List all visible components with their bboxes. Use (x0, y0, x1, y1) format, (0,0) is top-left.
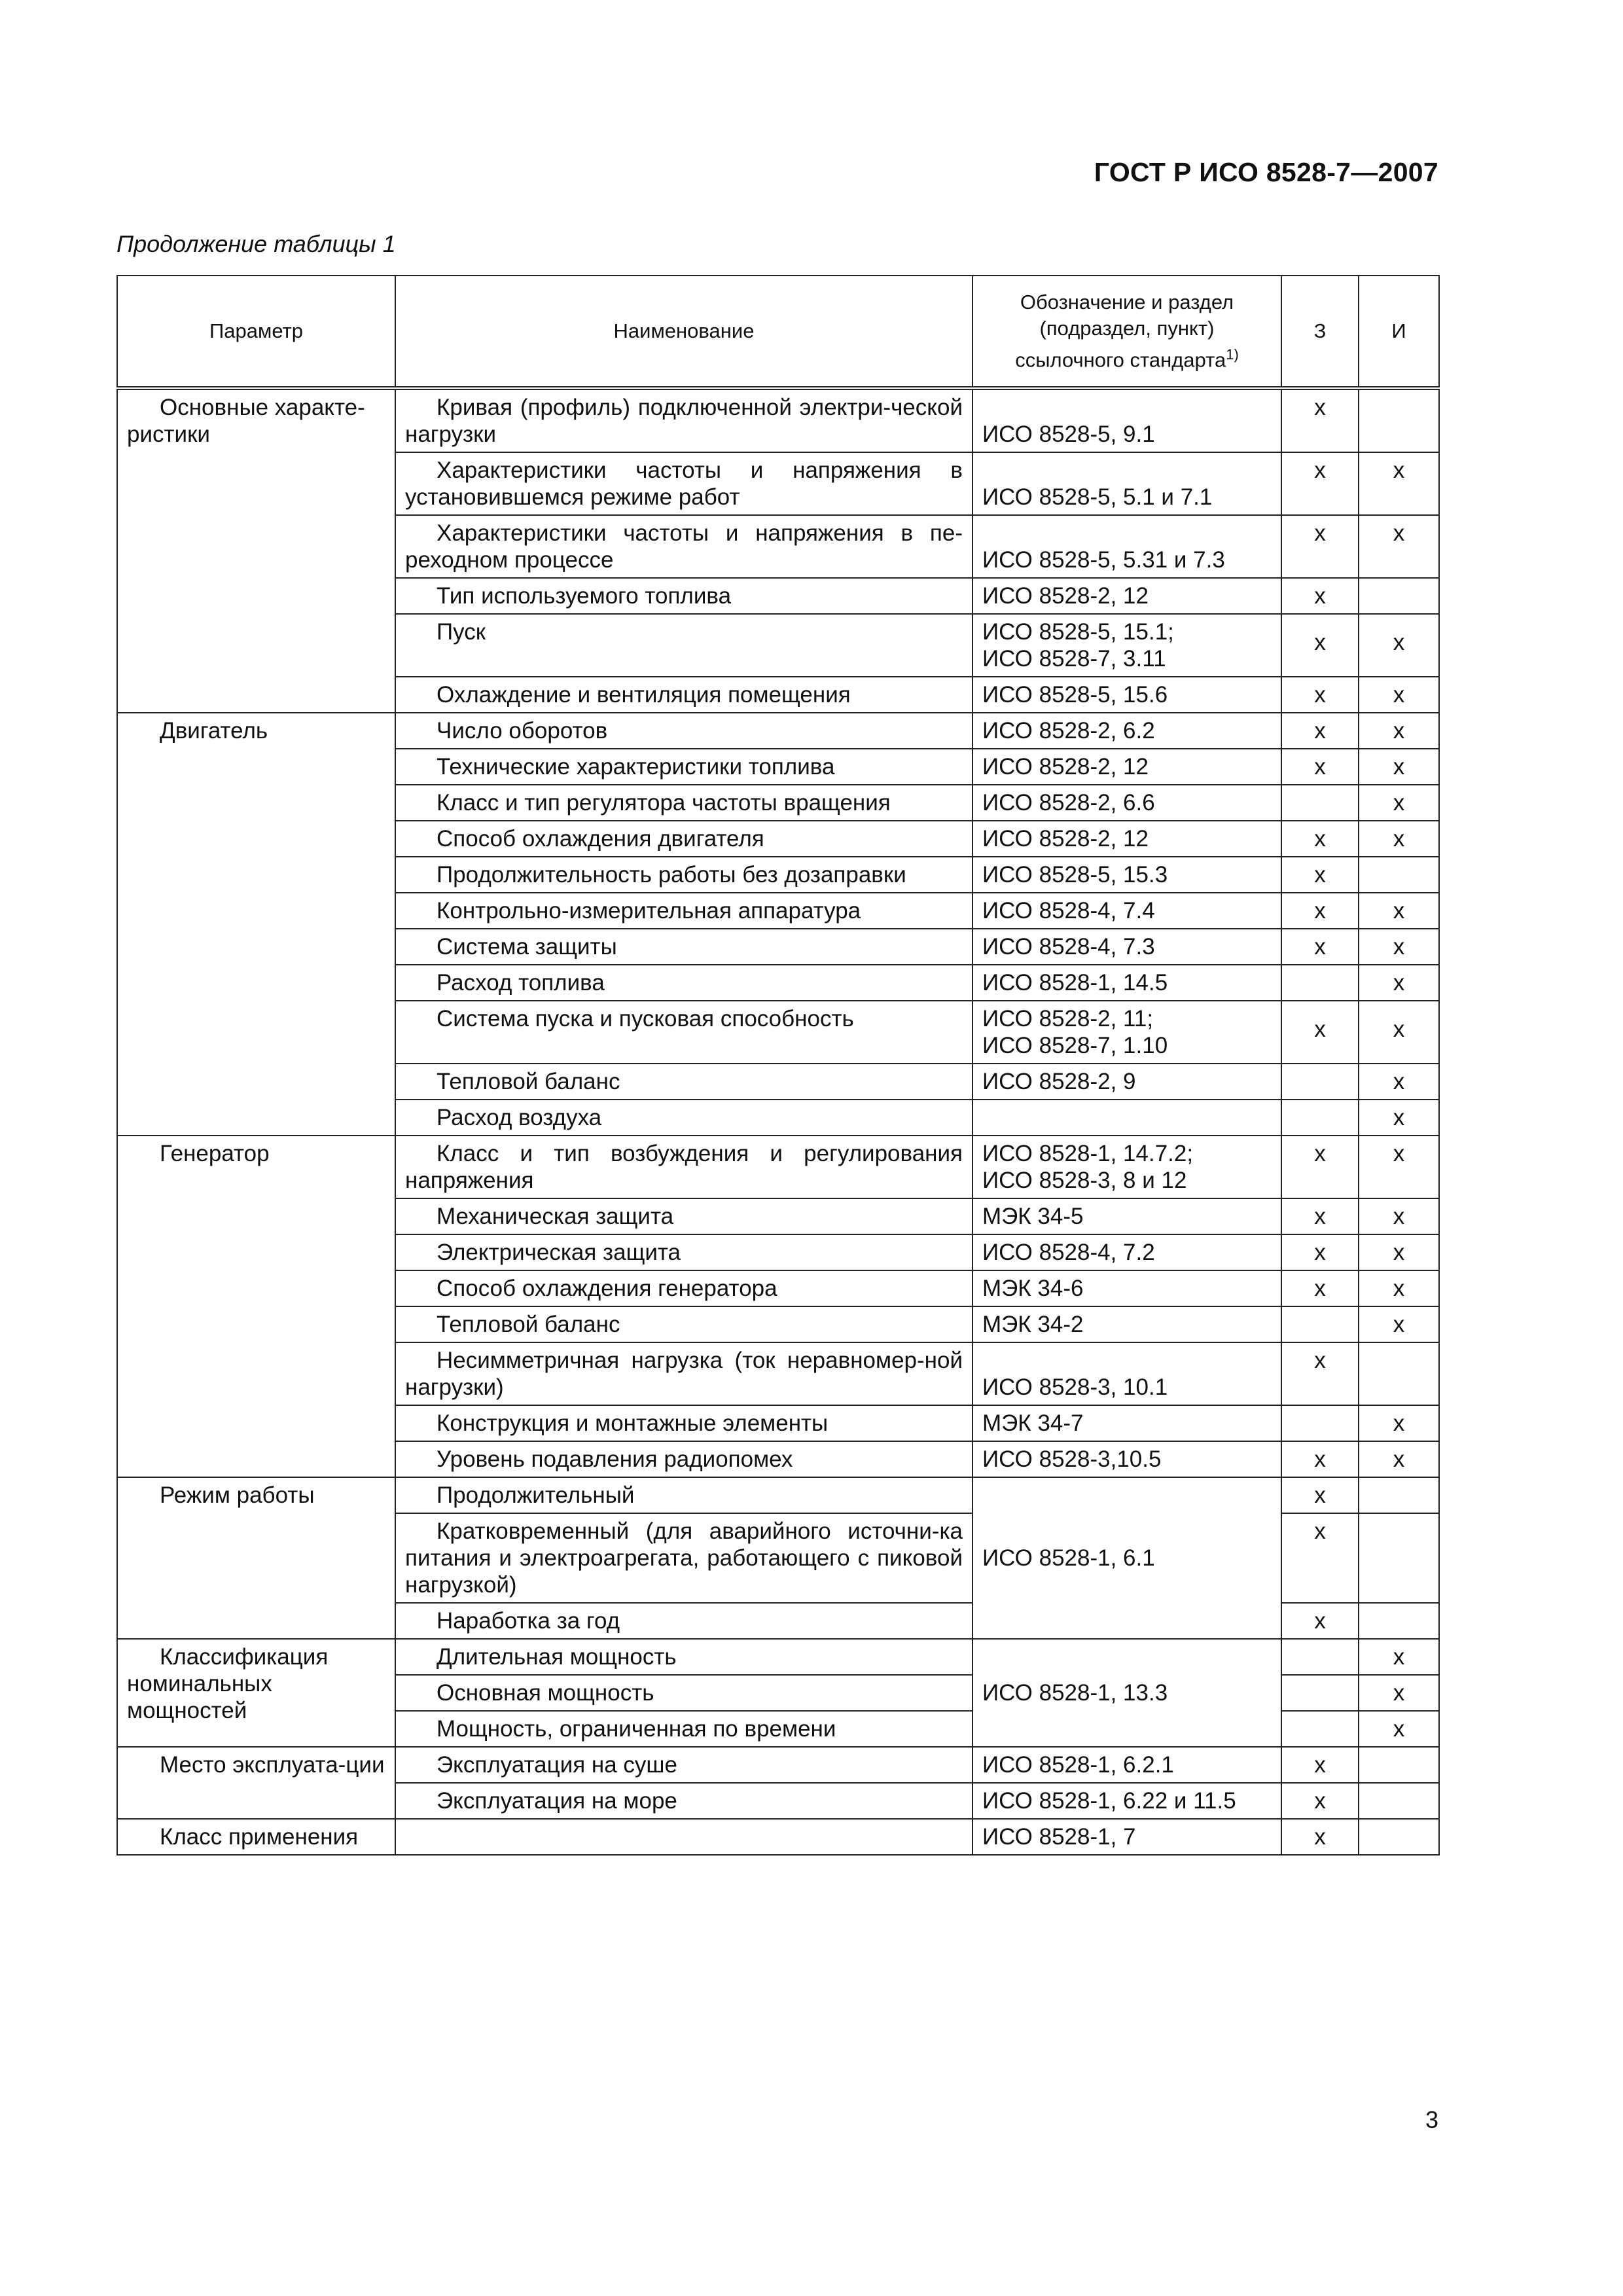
row-ref: ИСО 8528-5, 5.1 и 7.1 (972, 452, 1281, 515)
row-name: Продолжительность работы без дозаправки (395, 857, 972, 893)
row-z: х (1281, 1270, 1359, 1306)
row-name: Механическая защита (395, 1198, 972, 1234)
column-header-name: Наименование (395, 276, 972, 388)
row-z (1281, 1639, 1359, 1675)
row-z: х (1281, 388, 1359, 452)
row-ref: МЭК 34-5 (972, 1198, 1281, 1234)
row-name: Электрическая защита (395, 1234, 972, 1270)
row-name: Расход топлива (395, 965, 972, 1001)
row-ref (972, 1001, 1281, 1064)
row-i: х (1359, 677, 1439, 713)
row-ref: ИСО 8528-4, 7.4 (972, 893, 1281, 929)
row-z: х (1281, 452, 1359, 515)
group-appclass: Класс применения (117, 1819, 395, 1855)
row-name: Класс и тип возбуждения и регулирования напряжения (395, 1136, 972, 1198)
row-z: х (1281, 1477, 1359, 1513)
row-z: х (1281, 578, 1359, 614)
row-i: х (1359, 749, 1439, 785)
row-z (1281, 1675, 1359, 1711)
row-z: х (1281, 857, 1359, 893)
group-generator: Генератор (117, 1136, 395, 1477)
row-ref: ИСО 8528-1, 6.2.1 (972, 1747, 1281, 1783)
row-name: Наработка за год (395, 1603, 972, 1639)
ref-header-line1: Обозначение и раздел (1020, 290, 1234, 314)
row-ref: ИСО 8528-4, 7.2 (972, 1234, 1281, 1270)
row-i: х (1359, 893, 1439, 929)
row-i: х (1359, 1234, 1439, 1270)
row-ref (972, 1136, 1281, 1198)
row-name: Технические характеристики топлива (395, 749, 972, 785)
row-name: Кратковременный (для аварийного источни-ка питания и электроагрегата, работающего с пиковой нагрузкой) (395, 1513, 972, 1603)
row-z: х (1281, 1441, 1359, 1477)
table-header-row (117, 276, 1439, 388)
row-i: х (1359, 965, 1439, 1001)
row-z: х (1281, 1513, 1359, 1603)
row-i: х (1359, 1405, 1439, 1441)
ref-header-line3: ссылочного стандарта (1015, 348, 1226, 372)
table-row (117, 1819, 1439, 1855)
row-z (1281, 785, 1359, 821)
row-ref: ИСО 8528-2, 6.6 (972, 785, 1281, 821)
row-ref-line2: ИСО 8528-3, 8 и 12 (982, 1168, 1187, 1193)
row-i (1359, 388, 1439, 452)
table-row (117, 1639, 1439, 1675)
row-z: х (1281, 677, 1359, 713)
table-row (117, 1136, 1439, 1198)
row-name: Эксплуатация на суше (395, 1747, 972, 1783)
row-name: Длительная мощность (395, 1639, 972, 1675)
row-z: х (1281, 515, 1359, 578)
row-z: х (1281, 1342, 1359, 1405)
row-name: Тепловой баланс (395, 1064, 972, 1100)
column-header-param: Параметр (117, 276, 395, 388)
row-ref-line1: ИСО 8528-5, 15.1; (982, 619, 1174, 645)
group-engine: Двигатель (117, 713, 395, 1136)
row-ref: ИСО 8528-5, 15.3 (972, 857, 1281, 893)
row-ref: ИСО 8528-5, 15.6 (972, 677, 1281, 713)
row-name: Пуск (395, 614, 972, 677)
row-name: Контрольно-измерительная аппаратура (395, 893, 972, 929)
row-z: х (1281, 1603, 1359, 1639)
table-row (117, 713, 1439, 749)
row-ref-line2: ИСО 8528-7, 1.10 (982, 1033, 1168, 1058)
row-i (1359, 1603, 1439, 1639)
row-ref-line1: ИСО 8528-1, 14.7.2; (982, 1141, 1194, 1166)
row-z (1281, 1306, 1359, 1342)
row-z: х (1281, 893, 1359, 929)
column-header-z: З (1281, 276, 1359, 388)
row-i: х (1359, 1136, 1439, 1198)
row-name: Способ охлаждения двигателя (395, 821, 972, 857)
row-z (1281, 1100, 1359, 1136)
row-i: х (1359, 785, 1439, 821)
group-mode: Режим работы (117, 1477, 395, 1639)
row-ref-line2: ИСО 8528-7, 3.11 (982, 646, 1166, 672)
row-name: Несимметричная нагрузка (ток неравномер-ной нагрузки) (395, 1342, 972, 1405)
row-ref: ИСО 8528-1, 14.5 (972, 965, 1281, 1001)
row-i: х (1359, 1270, 1439, 1306)
row-ref: ИСО 8528-4, 7.3 (972, 929, 1281, 965)
column-header-ref (972, 276, 1281, 388)
row-i (1359, 578, 1439, 614)
row-ref: ИСО 8528-1, 6.22 и 11.5 (972, 1783, 1281, 1819)
row-ref: ИСО 8528-1, 6.1 (972, 1477, 1281, 1639)
row-i: х (1359, 1711, 1439, 1747)
row-name: Расход воздуха (395, 1100, 972, 1136)
row-z: х (1281, 1819, 1359, 1855)
table-row (117, 1477, 1439, 1513)
row-ref: ИСО 8528-3, 10.1 (972, 1342, 1281, 1405)
row-ref-line1: ИСО 8528-2, 11; (982, 1006, 1154, 1031)
row-name: Уровень подавления радиопомех (395, 1441, 972, 1477)
footnote-marker: 1) (1226, 346, 1239, 363)
row-name: Тепловой баланс (395, 1306, 972, 1342)
row-name: Основная мощность (395, 1675, 972, 1711)
row-ref: ИСО 8528-5, 9.1 (972, 388, 1281, 452)
row-ref: ИСО 8528-1, 7 (972, 1819, 1281, 1855)
row-z: х (1281, 614, 1359, 677)
row-name: Мощность, ограниченная по времени (395, 1711, 972, 1747)
row-name: Характеристики частоты и напряжения в установившемся режиме работ (395, 452, 972, 515)
row-i: х (1359, 821, 1439, 857)
row-z: х (1281, 749, 1359, 785)
row-name: Охлаждение и вентиляция помещения (395, 677, 972, 713)
row-i (1359, 1819, 1439, 1855)
row-z: х (1281, 1747, 1359, 1783)
row-name (395, 1819, 972, 1855)
row-z: х (1281, 1136, 1359, 1198)
row-ref: ИСО 8528-3,10.5 (972, 1441, 1281, 1477)
row-ref: ИСО 8528-1, 13.3 (972, 1639, 1281, 1747)
row-z (1281, 965, 1359, 1001)
row-ref: ИСО 8528-2, 12 (972, 821, 1281, 857)
row-z: х (1281, 929, 1359, 965)
row-ref: ИСО 8528-5, 5.31 и 7.3 (972, 515, 1281, 578)
row-i: х (1359, 1001, 1439, 1064)
group-rating: Классификация номинальных мощностей (117, 1639, 395, 1747)
row-ref (972, 614, 1281, 677)
row-ref: ИСО 8528-2, 12 (972, 578, 1281, 614)
row-i (1359, 1783, 1439, 1819)
row-i (1359, 857, 1439, 893)
table-row (117, 388, 1439, 452)
row-z: х (1281, 1001, 1359, 1064)
row-name: Кривая (профиль) подключенной электри-ческой нагрузки (395, 388, 972, 452)
row-name: Система пуска и пусковая способность (395, 1001, 972, 1064)
row-i: х (1359, 1675, 1439, 1711)
row-ref: ИСО 8528-2, 9 (972, 1064, 1281, 1100)
row-i (1359, 1747, 1439, 1783)
row-ref: МЭК 34-2 (972, 1306, 1281, 1342)
row-i: х (1359, 515, 1439, 578)
row-ref: МЭК 34-7 (972, 1405, 1281, 1441)
row-name: Конструкция и монтажные элементы (395, 1405, 972, 1441)
row-z: х (1281, 821, 1359, 857)
row-name: Характеристики частоты и напряжения в пе-реходном процессе (395, 515, 972, 578)
page-number: 3 (1425, 2106, 1438, 2133)
row-name: Класс и тип регулятора частоты вращения (395, 785, 972, 821)
row-i (1359, 1513, 1439, 1603)
row-i: х (1359, 713, 1439, 749)
row-i: х (1359, 1441, 1439, 1477)
row-ref: МЭК 34-6 (972, 1270, 1281, 1306)
row-ref: ИСО 8528-2, 6.2 (972, 713, 1281, 749)
row-name: Эксплуатация на море (395, 1783, 972, 1819)
row-i: х (1359, 1198, 1439, 1234)
row-z: х (1281, 1234, 1359, 1270)
row-name: Тип используемого топлива (395, 578, 972, 614)
row-i: х (1359, 929, 1439, 965)
group-basic: Основные характе-ристики (117, 388, 395, 713)
table-row (117, 1747, 1439, 1783)
column-header-i: И (1359, 276, 1439, 388)
document-code: ГОСТ Р ИСО 8528-7—2007 (1094, 157, 1438, 187)
row-z (1281, 1064, 1359, 1100)
row-i: х (1359, 452, 1439, 515)
row-name: Число оборотов (395, 713, 972, 749)
row-name: Способ охлаждения генератора (395, 1270, 972, 1306)
row-ref: ИСО 8528-2, 12 (972, 749, 1281, 785)
row-i: х (1359, 614, 1439, 677)
row-i: х (1359, 1064, 1439, 1100)
row-i: х (1359, 1306, 1439, 1342)
row-ref (972, 1100, 1281, 1136)
row-i (1359, 1477, 1439, 1513)
row-z (1281, 1711, 1359, 1747)
row-name: Система защиты (395, 929, 972, 965)
row-name: Продолжительный (395, 1477, 972, 1513)
row-z: х (1281, 1783, 1359, 1819)
group-place: Место эксплуата-ции (117, 1747, 395, 1819)
row-z (1281, 1405, 1359, 1441)
row-z: х (1281, 1198, 1359, 1234)
row-i: х (1359, 1639, 1439, 1675)
row-z: х (1281, 713, 1359, 749)
ref-header-line2: (подраздел, пункт) (1039, 316, 1215, 340)
row-i (1359, 1342, 1439, 1405)
row-i: х (1359, 1100, 1439, 1136)
spec-table (116, 275, 1440, 1856)
table-caption: Продолжение таблицы 1 (116, 230, 396, 257)
